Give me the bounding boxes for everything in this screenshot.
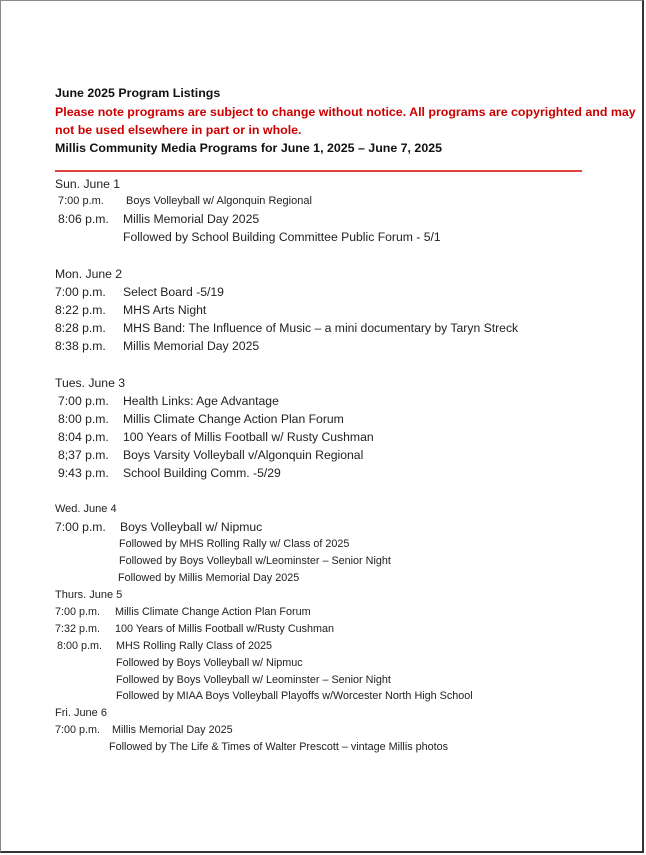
day-heading-wed: Wed. June 4 — [55, 503, 117, 515]
entry-followed-by: Followed by Millis Memorial Day 2025 — [118, 572, 300, 584]
day-heading-sun: Sun. June 1 — [55, 177, 121, 191]
entry-program: Millis Memorial Day 2025 — [112, 724, 233, 736]
day-heading-mon: Mon. June 2 — [55, 267, 123, 281]
entry-time: 7:00 p.m. — [55, 724, 101, 736]
entry-time: 8:00 p.m. — [58, 412, 109, 426]
entry-program: Millis Climate Change Action Plan Forum — [123, 412, 344, 426]
day-heading-thu: Thurs. June 5 — [55, 589, 123, 601]
entry-followed-by: Followed by Boys Volleyball w/Leominster – Senior Night — [119, 555, 391, 567]
entry-followed-by: Followed by MIAA Boys Volleyball Playoffs w/Worcester North High School — [116, 690, 473, 702]
day-heading-fri: Fri. June 6 — [55, 707, 107, 719]
red-divider — [55, 170, 582, 172]
entry-time: 7:00 p.m. — [55, 285, 106, 299]
entry-time: 9:43 p.m. — [58, 466, 109, 480]
page-title: June 2025 Program Listings — [55, 86, 221, 100]
entry-program: School Building Comm. -5/29 — [123, 466, 281, 480]
entry-program: Millis Climate Change Action Plan Forum — [115, 606, 311, 618]
entry-time: 8:28 p.m. — [55, 321, 106, 335]
entry-program: Select Board -5/19 — [123, 285, 224, 299]
entry-time: 7:32 p.m. — [55, 623, 101, 635]
entry-followed-by: Followed by Boys Volleyball w/ Leominster – Senior Night — [116, 674, 391, 686]
entry-program: 100 Years of Millis Football w/Rusty Cushman — [115, 623, 335, 635]
notice-line-2: not be used elsewhere in part or in whole. — [55, 123, 302, 137]
entry-time: 8;37 p.m. — [58, 448, 109, 462]
entry-program: MHS Rolling Rally Class of 2025 — [116, 640, 273, 652]
entry-time: 8:04 p.m. — [58, 430, 109, 444]
entry-time: 8:38 p.m. — [55, 339, 106, 353]
entry-program: MHS Band: The Influence of Music – a mini documentary by Taryn Streck — [123, 321, 519, 335]
entry-program: Boys Volleyball w/ Algonquin Regional — [126, 195, 312, 207]
entry-program: Boys Volleyball w/ Nipmuc — [120, 520, 263, 534]
entry-time: 8:00 p.m. — [57, 640, 103, 652]
entry-program: Millis Memorial Day 2025 — [123, 212, 260, 226]
entry-time: 8:22 p.m. — [55, 303, 106, 317]
entry-time: 7:00 p.m. — [58, 394, 109, 408]
entry-followed-by: Followed by The Life & Times of Walter Prescott – vintage Millis photos — [109, 741, 449, 753]
entry-program: Health Links: Age Advantage — [123, 394, 279, 408]
entry-program: 100 Years of Millis Football w/ Rusty Cushman — [123, 430, 374, 444]
schedule-subtitle: Millis Community Media Programs for June 1, 2025 – June 7, 2025 — [55, 141, 443, 155]
entry-time: 7:00 p.m. — [55, 606, 101, 618]
entry-program: Millis Memorial Day 2025 — [123, 339, 260, 353]
entry-time: 7:00 p.m. — [58, 195, 104, 207]
entry-followed-by: Followed by MHS Rolling Rally w/ Class of 2025 — [119, 538, 350, 550]
day-heading-tue: Tues. June 3 — [55, 376, 126, 390]
entry-time: 8:06 p.m. — [58, 212, 109, 226]
entry-program: MHS Arts Night — [123, 303, 207, 317]
entry-program: Boys Varsity Volleyball v/Algonquin Regional — [123, 448, 364, 462]
notice-line-1: Please note programs are subject to change without notice. All programs are copyrighted and may — [55, 105, 636, 119]
entry-followed-by: Followed by Boys Volleyball w/ Nipmuc — [116, 657, 303, 669]
entry-followed-by: Followed by School Building Committee Public Forum - 5/1 — [123, 230, 441, 244]
entry-time: 7:00 p.m. — [55, 520, 106, 534]
